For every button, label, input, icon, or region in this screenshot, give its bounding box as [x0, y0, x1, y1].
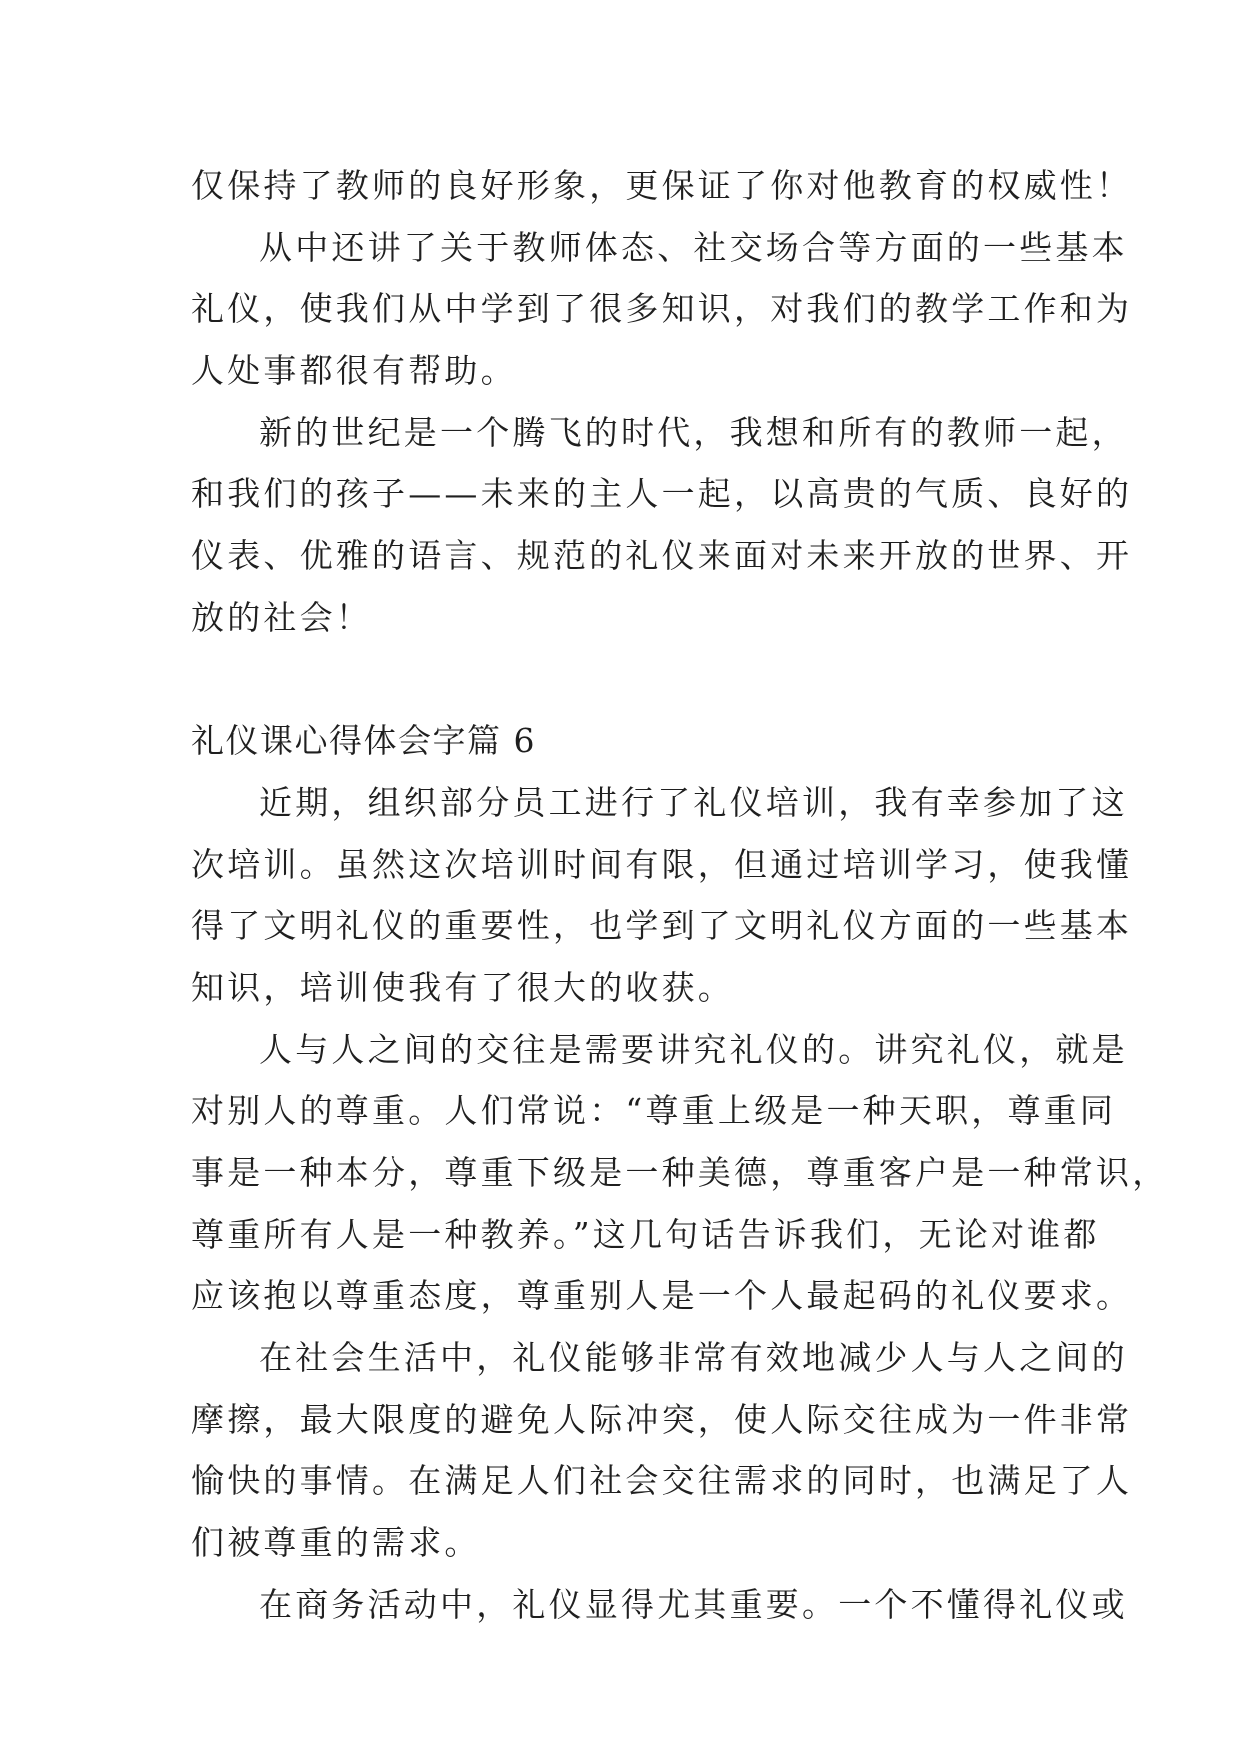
section-heading: 礼仪课心得体会字篇 6 — [191, 721, 536, 761]
text-line: 仅保持了教师的良好形象，更保证了你对他教育的权威性！ — [191, 166, 1133, 205]
text-line: 尊重所有人是一种教养。”这几句话告诉我们，无论对谁都 — [191, 1214, 1100, 1254]
text-line: 摩擦，最大限度的避免人际冲突，使人际交往成为一件非常 — [191, 1399, 1133, 1439]
document-body — [191, 155, 1169, 1636]
text-line: 愉快的事情。在满足人们社会交往需求的同时，也满足了人 — [191, 1461, 1133, 1501]
text-line: 次培训。虽然这次培训时间有限，但通过培训学习，使我懂 — [191, 844, 1133, 884]
text-line: 和我们的孩子——未来的主人一起，以高贵的气质、良好的 — [191, 474, 1133, 514]
text-line: 应该抱以尊重态度，尊重别人是一个人最起码的礼仪要求。 — [191, 1276, 1133, 1316]
text-line: 得了文明礼仪的重要性，也学到了文明礼仪方面的一些基本 — [191, 906, 1133, 946]
text-line: 们被尊重的需求。 — [191, 1523, 481, 1563]
text-line: 礼仪，使我们从中学到了很多知识，对我们的教学工作和为 — [191, 289, 1133, 329]
section-spacer — [191, 649, 1061, 711]
paragraph-first-line: 人与人之间的交往是需要讲究礼仪的。讲究礼仪，就是 — [259, 1029, 1128, 1069]
paragraph-first-line: 新的世纪是一个腾飞的时代，我想和所有的教师一起， — [259, 412, 1128, 452]
text-line: 人处事都很有帮助。 — [191, 351, 517, 391]
text-line: 事是一种本分，尊重下级是一种美德，尊重客户是一种常识， — [191, 1153, 1169, 1192]
paragraph-first-line: 从中还讲了关于教师体态、社交场合等方面的一些基本 — [259, 227, 1128, 267]
paragraph-first-line: 在商务活动中，礼仪显得尤其重要。一个不懂得礼仪或 — [259, 1584, 1128, 1624]
text-line: 放的社会！ — [191, 597, 372, 637]
paragraph-first-line: 近期，组织部分员工进行了礼仪培训，我有幸参加了这 — [259, 782, 1128, 822]
text-line: 仪表、优雅的语言、规范的礼仪来面对未来开放的世界、开 — [191, 536, 1133, 576]
paragraph-first-line: 在社会生活中，礼仪能够非常有效地减少人与人之间的 — [259, 1338, 1128, 1378]
text-line: 知识，培训使我有了很大的收获。 — [191, 967, 734, 1007]
text-line: 对别人的尊重。人们常说：“尊重上级是一种天职，尊重同 — [191, 1091, 1117, 1131]
